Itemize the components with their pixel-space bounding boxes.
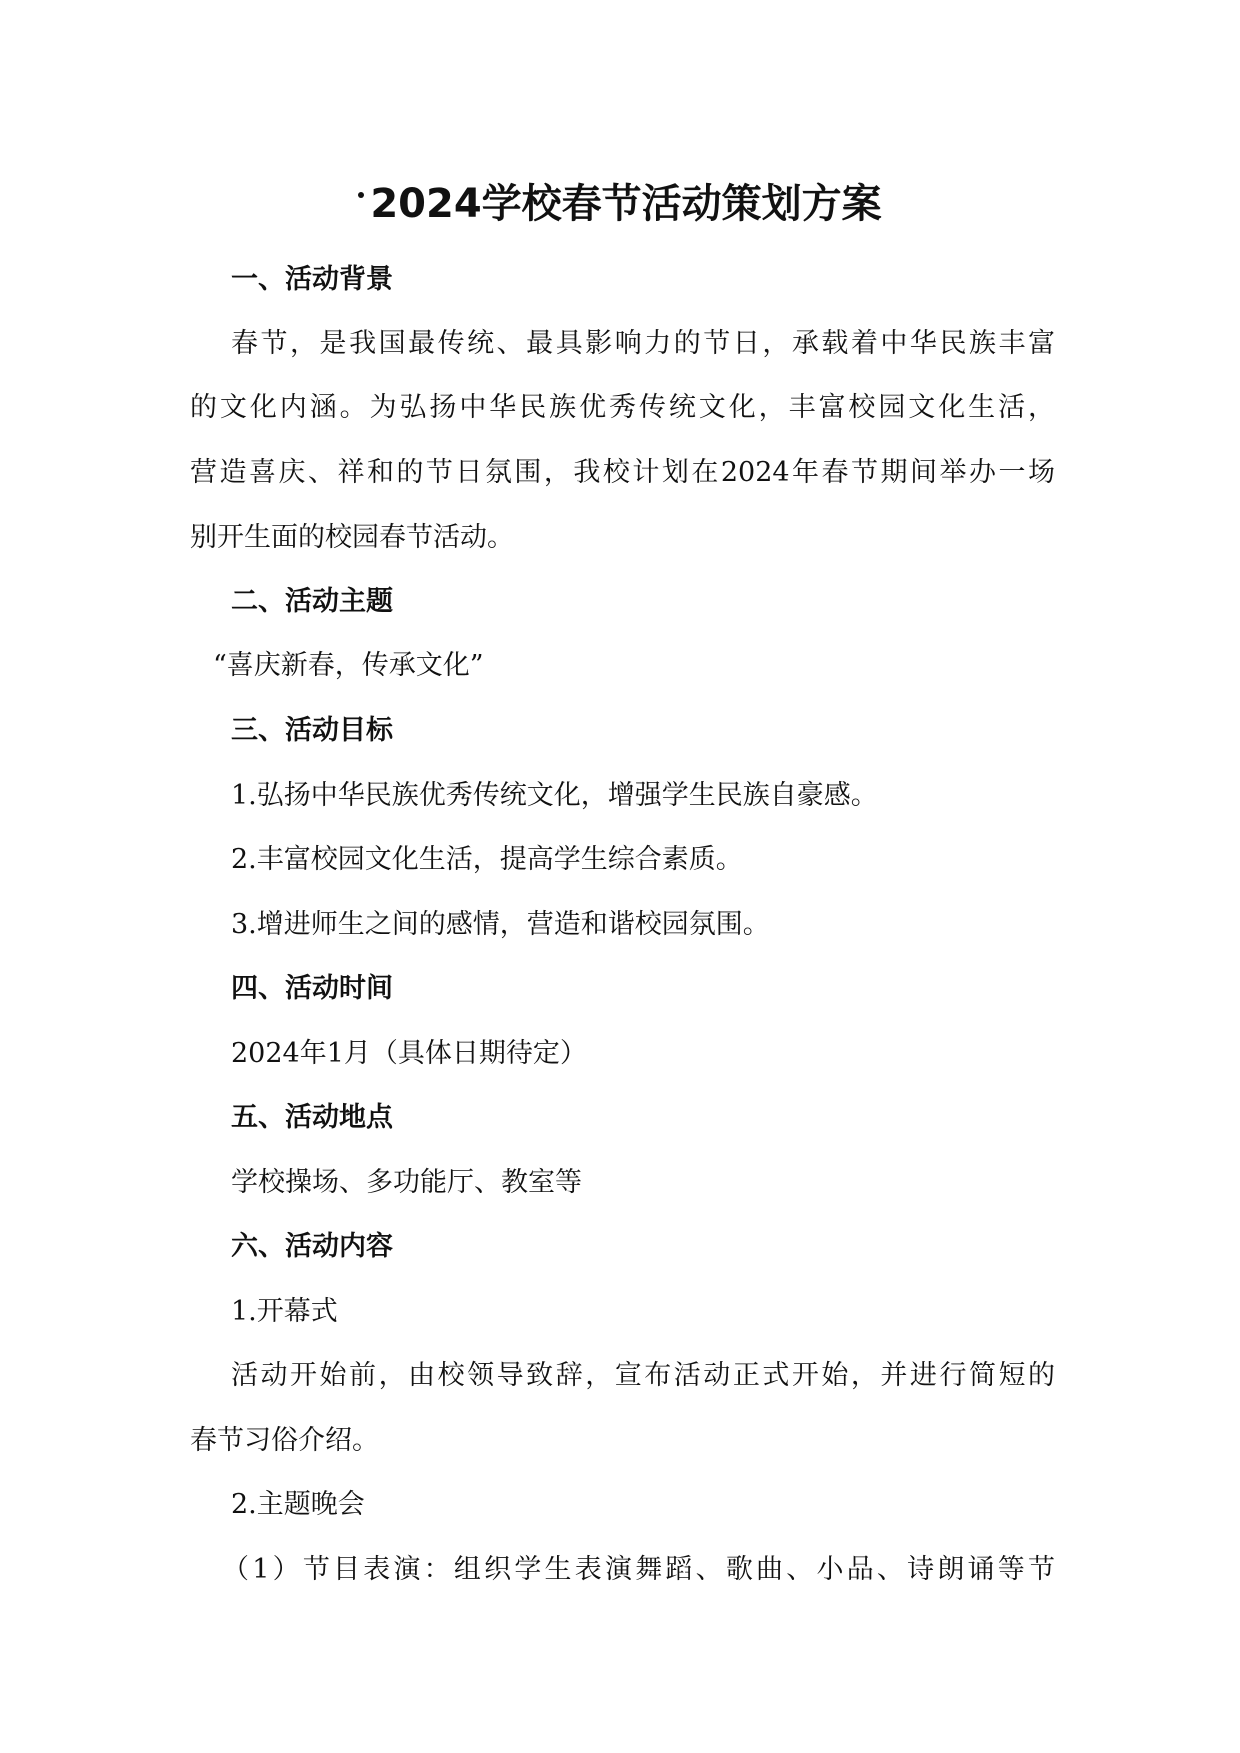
time-text: 2024年1月（具体日期待定） — [231, 1038, 587, 1069]
section-heading-goals: 三、活动目标 — [231, 715, 393, 746]
document-title-text: 2024学校春节活动策划方案 — [370, 181, 882, 227]
section-heading-background: 一、活动背景 — [231, 264, 393, 295]
goal-item: 1.弘扬中华民族优秀传统文化，增强学生民族自豪感。 — [231, 780, 878, 811]
paragraph-line: 别开生面的校园春节活动。 — [190, 522, 514, 553]
paragraph-line: 春节习俗介绍。 — [190, 1425, 379, 1456]
paragraph-line: 活动开始前，由校领导致辞，宣布活动正式开始，并进行简短的 — [231, 1360, 1055, 1391]
goal-item: 3.增进师生之间的感情，营造和谐校园氛围。 — [231, 909, 770, 940]
location-text: 学校操场、多功能厅、教室等 — [231, 1167, 582, 1198]
theme-text: “喜庆新春，传承文化” — [213, 650, 484, 681]
content-subheading: 1.开幕式 — [231, 1296, 338, 1327]
paragraph-line: 春节，是我国最传统、最具影响力的节日，承载着中华民族丰富 — [231, 328, 1055, 359]
section-heading-time: 四、活动时间 — [231, 973, 393, 1004]
section-heading-location: 五、活动地点 — [231, 1102, 393, 1133]
paragraph-line: 营造喜庆、祥和的节日氛围，我校计划在2024年春节期间举办一场 — [190, 457, 1055, 488]
paragraph-line: （1）节目表演：组织学生表演舞蹈、歌曲、小品、诗朗诵等节 — [222, 1554, 1055, 1585]
content-subheading: 2.主题晚会 — [231, 1489, 365, 1520]
goal-item: 2.丰富校园文化生活，提高学生综合素质。 — [231, 844, 743, 875]
paragraph-line: 的文化内涵。为弘扬中华民族优秀传统文化，丰富校园文化生活， — [190, 392, 1055, 423]
section-heading-content: 六、活动内容 — [231, 1231, 393, 1262]
section-heading-theme: 二、活动主题 — [231, 586, 393, 617]
document-title — [0, 176, 1240, 232]
title-bullet-dot — [358, 192, 364, 198]
